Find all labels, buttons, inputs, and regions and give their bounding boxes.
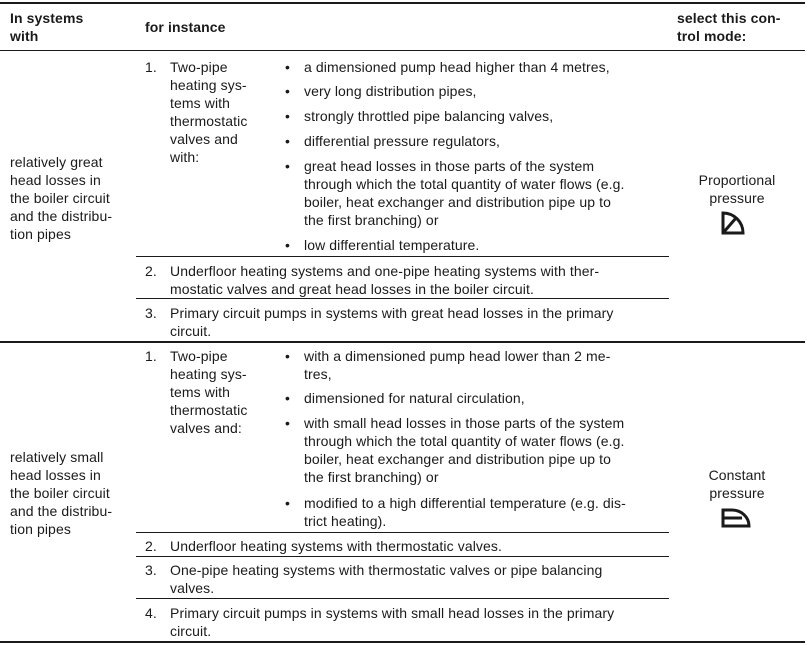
bullet-icon: • (285, 237, 290, 253)
bullet-text: low differential temperature. (304, 237, 480, 253)
constant-pressure-icon (720, 506, 754, 530)
item-number: 3. (145, 562, 157, 578)
bullet-icon: • (285, 133, 290, 149)
item-label: Two-pipe heating sys- tems with thermostatic valves and: (170, 348, 248, 436)
condition-small-head-losses: relatively small head losses in the boiler circuit and the distribu- tion pipes (10, 449, 113, 537)
bullet-icon: • (285, 415, 290, 431)
control-mode-constant: Constant pressure (708, 467, 766, 501)
item-number: 4. (145, 605, 157, 621)
item-label: Two-pipe heating sys- tems with thermostatic valves and with: (170, 59, 248, 165)
bullet-icon: • (285, 59, 290, 75)
item-text: Primary circuit pumps in systems with small head losses in the primary circuit. (170, 605, 615, 639)
bullet-icon: • (285, 390, 290, 406)
column-header-systems: In systems with (10, 10, 84, 44)
row-rule (136, 556, 669, 557)
row-rule (136, 256, 669, 257)
bullet-icon: • (285, 348, 290, 364)
header-rule (0, 50, 805, 51)
bullet-text: strongly throttled pipe balancing valves, (304, 108, 554, 124)
row-rule (136, 298, 669, 299)
proportional-pressure-icon (720, 210, 754, 236)
bullet-text: very long distribution pipes, (304, 83, 477, 99)
group-divider-rule (0, 341, 805, 343)
item-number: 1. (145, 59, 157, 75)
condition-great-head-losses: relatively great head losses in the boiler circuit and the distribu- tion pipes (10, 154, 113, 242)
bullet-icon: • (285, 83, 290, 99)
bullet-text: dimensioned for natural circulation, (304, 390, 525, 406)
row-rule (136, 598, 669, 599)
item-text: One-pipe heating systems with thermostatic valves or pipe balancing valves. (170, 562, 603, 596)
bullet-text: a dimensioned pump head higher than 4 metres, (304, 59, 610, 75)
bullet-text: modified to a high differential temperature (e.g. dis- trict heating). (304, 495, 626, 529)
row-rule (136, 532, 669, 533)
item-number: 2. (145, 538, 157, 554)
item-text: Underfloor heating systems with thermostatic valves. (170, 538, 502, 554)
control-mode-proportional: Proportional pressure (698, 172, 776, 206)
bullet-icon: • (285, 158, 290, 174)
item-text: Primary circuit pumps in systems with great head losses in the primary circuit. (170, 305, 614, 339)
item-text: Underfloor heating systems and one-pipe heating systems with ther- mostatic valves and great head losses in the boiler circuit. (170, 263, 600, 297)
column-header-instance: for instance (145, 19, 226, 35)
item-number: 2. (145, 263, 157, 279)
column-header-control-mode: select this con- trol mode: (677, 10, 781, 44)
bullet-text: with a dimensioned pump head lower than 2 me- tres, (304, 348, 611, 382)
item-number: 1. (145, 348, 157, 364)
table-bottom-rule (0, 641, 805, 643)
bullet-icon: • (285, 108, 290, 124)
item-number: 3. (145, 305, 157, 321)
bullet-text: great head losses in those parts of the system through which the total quantity of water flows (e.g. boiler, heat exchanger and distribution pipe up to the first branching) or (304, 158, 625, 228)
bullet-icon: • (285, 495, 290, 511)
table-top-rule (0, 2, 805, 4)
bullet-text: with small head losses in those parts of the system through which the total quantity of water flows (e.g. boiler, heat exchanger and distribution pipe up to the first branching) or (304, 415, 625, 485)
bullet-text: differential pressure regulators, (304, 133, 501, 149)
